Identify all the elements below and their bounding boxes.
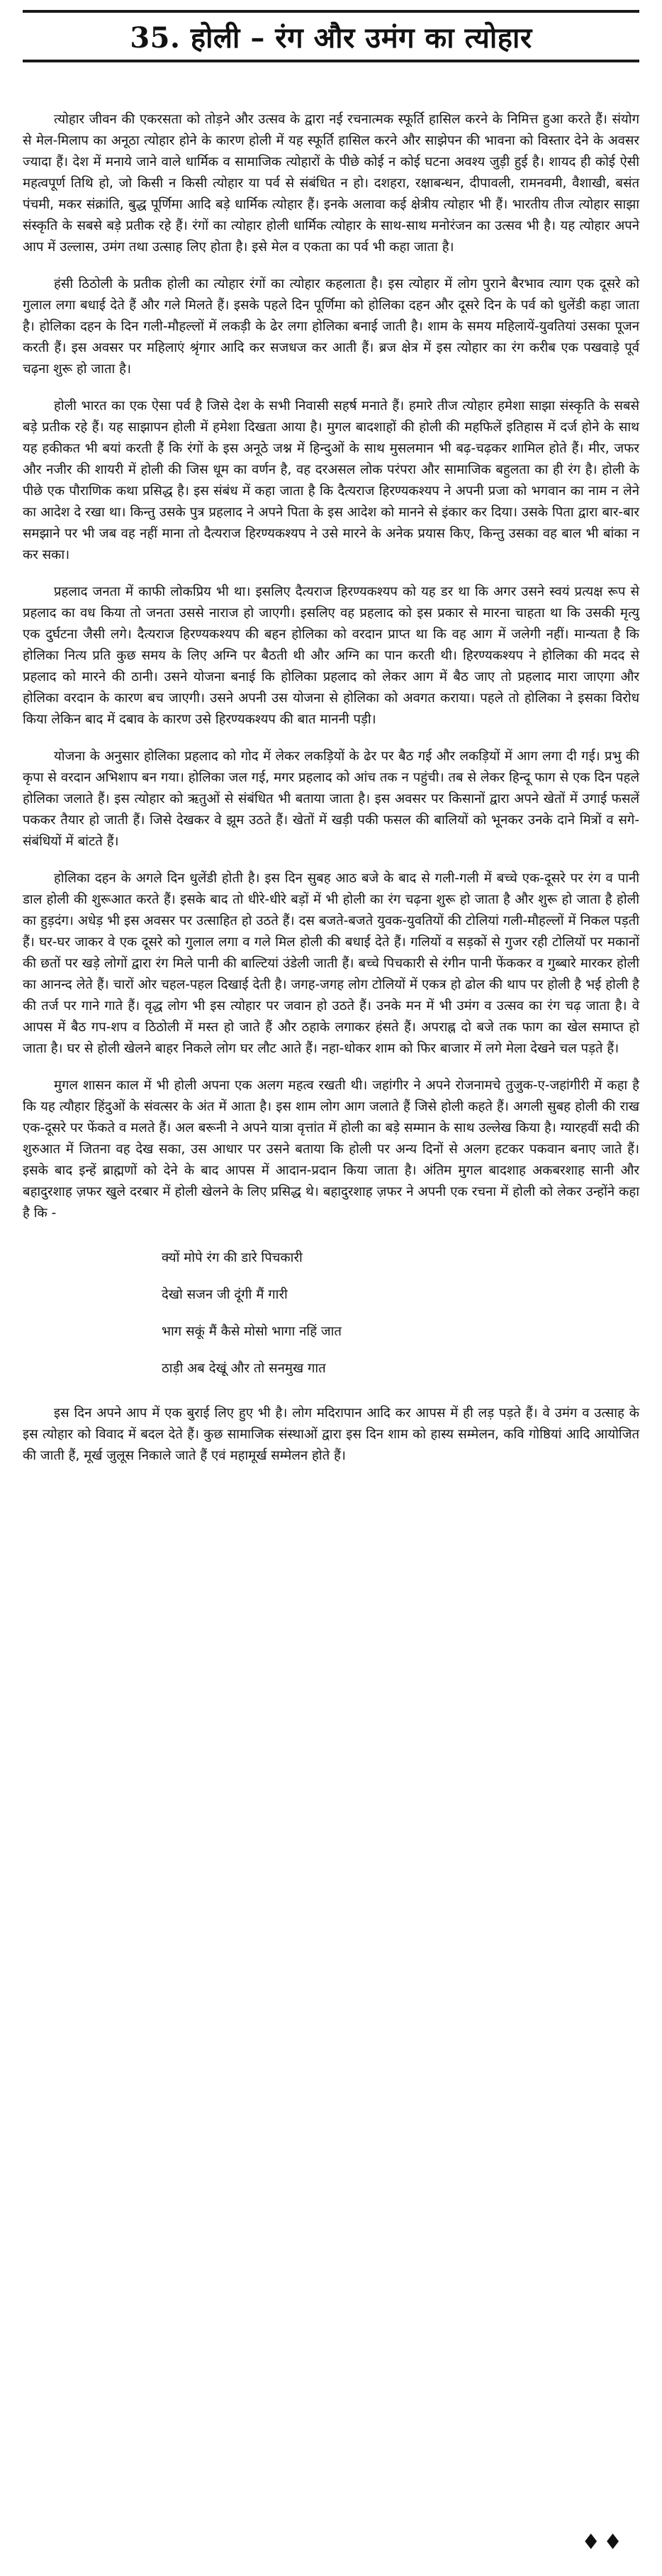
paragraph-conclusion: इस दिन अपने आप में एक बुराई लिए हुए भी है। लोग मदिरापान आदि कर आपस में ही लड़ पड़ते हैं। वे उमंग व उत्साह के इस त्योहार को विवाद में बदल देते हैं। कुछ सामाजिक संस्थाओं द्वारा इस दिन शाम को हास्य सम्मेलन, कवि गोष्ठियां आदि आयोजित की जाती हैं, मूर्ख जुलूस निकाले जाते हैं एवं महामूर्ख सम्मेलन होते हैं। <box>23 1406 639 1463</box>
page-title: 35. होली – रंग और उमंग का त्योहार <box>130 21 532 55</box>
poem-verse <box>162 1240 639 1387</box>
paragraph-mughal-era: मुगल शासन काल में भी होली अपना एक अलग महत्व रखती थी। जहांगीर ने अपने रोजनामचे तुजुक-ए-जहांगीरी में कहा है कि यह त्यौहार हिंदुओं के संवत्सर के अंत में आता है। इस शाम लोग आग जलाते हैं जिसे होली कहते हैं। अगली सुबह होली की राख एक-दूसरे पर फेंकते व मलते हैं। अल बरूनी ने अपने यात्रा वृत्तांत में होली का बड़े सम्मान के साथ उल्लेख किया है। ग्यारहवीं सदी की शुरुआत में जितना वह देख सका, उस आधार पर उसने बताया कि होली पर अन्य दिनों से अलग हटकर पकवान बनाए जाते हैं। इसके बाद इन्हें ब्राह्मणों को देने के बाद आपस में आदान-प्रदान किया जाता है। अंतिम मुगल बादशाह अकबरशाह सानी और बहादुरशाह ज़फर खुले दरबार में होली खेलने के लिए प्रसिद्ध थे। बहादुरशाह ज़फर ने अपनी एक रचना में होली को लेकर उन्होंने कहा है कि - <box>23 1078 639 1221</box>
end-of-essay-diamond-icon: ♦♦ <box>581 2530 625 2555</box>
poem-line: भाग सकूं मैं कैसे मोसो भागा नहिं जात <box>162 1324 342 1339</box>
paragraph-prahlad: प्रहलाद जनता में काफी लोकप्रिय भी था। इसलिए दैत्यराज हिरण्यकश्यप को यह डर था कि अगर उसने स्वयं प्रत्यक्ष रूप से प्रहलाद का वध किया तो जनता उससे नाराज हो जाएगी। इसलिए वह प्रहलाद को इस प्रकार से मारना चाहता था कि उसकी मृत्यु एक दुर्घटना जैसी लगे। दैत्यराज हिरण्यकश्यप की बहन होलिका को वरदान प्राप्त था कि वह आग में जलेगी नहीं। मान्यता है कि होलिका नित्य प्रति कुछ समय के लिए अग्नि पर बैठती थी और अग्नि का पान करती थी। हिरण्यकश्यप ने होलिका की मदद से प्रहलाद को मारने की ठानी। उसने योजना बनाई कि होलिका प्रहलाद को लेकर आग में बैठ जाए तो प्रहलाद मारा जाएगा और होलिका वरदान के कारण बच जाएगी। उसने अपनी उस योजना से होलिका को अवगत कराया। पहले तो होलिका ने इसका विरोध किया लेकिन बाद में दबाव के कारण उसे हिरण्यकश्यप की बात माननी पड़ी। <box>23 584 639 727</box>
paragraph-dhulendi: होलिका दहन के अगले दिन धुलेंडी होती है। इस दिन सुबह आठ बजे के बाद से गली-गली में बच्चे एक-दूसरे पर रंग व पानी डाल होली की शुरूआत करते हैं। इसके बाद तो धीरे-धीरे बड़ों में भी होली का रंग चढ़ना शुरू हो जाता है और शुरू हो जाता है होली का हुड़दंग। अधेड़ भी इस अवसर पर उत्साहित हो उठते हैं। दस बजते-बजते युवक-युवतियों की टोलियां गली-मौहल्लों में निकल पड़ती हैं। घर-घर जाकर वे एक दूसरे को गुलाल लगा व गले मिल होली की बधाई देते हैं। गलियों व सड़कों से गुजर रही टोलियों पर मकानों की छतों पर खड़े लोगों द्वारा रंग मिले पानी की बाल्टियां उंडेली जाती हैं। बच्चे पिचकारी से रंगीन पानी फेंककर व गुब्बारे मारकर होली का आनन्द लेते हैं। चारों ओर चहल-पहल दिखाई देती है। जगह-जगह लोग टोलियों में एकत्र हो ढोल की थाप पर होली है भई होली है की तर्ज पर गाने गाते हैं। वृद्ध लोग भी इस त्योहार पर जवान हो उठते हैं। उनके मन में भी उमंग व उत्सव का रंग चढ़ जाता है। वे आपस में बैठ गप-शप व ठिठोली में मस्त हो जाते हैं और ठहाके लगाकर हंसते हैं। अपराह्न दो बजे तक फाग का खेल समाप्त हो जाता है। घर से होली खेलने बाहर निकले लोग घर लौट आते हैं। नहा-धोकर शाम को फिर बाजार में लगे मेला देखने चल पड़ते हैं। <box>23 871 639 1056</box>
paragraph-shared-culture: होली भारत का एक ऐसा पर्व है जिसे देश के सभी निवासी सहर्ष मनाते हैं। हमारे तीज त्योहार हमेशा साझा संस्कृति के सबसे बड़े प्रतीक रहे हैं। यह साझापन होली में हमेशा दिखता आया है। मुगल बादशाहों की होली की महफिलें इतिहास में दर्ज होने के साथ यह हकीकत भी बयां करती हैं कि रंगों के इस अनूठे जश्न में हिन्दुओं के साथ मुसलमान भी बढ़-चढ़कर शामिल होते हैं। मीर, जफर और नजीर की शायरी में होली की जिस धूम का वर्णन है, वह दरअसल लोक परंपरा और सामाजिक बहुलता का ही रंग है। होली के पीछे एक पौराणिक कथा प्रसिद्ध है। इस संबंध में कहा जाता है कि दैत्यराज हिरण्यकश्यप ने अपनी प्रजा को भगवान का नाम न लेने का आदेश दे रखा था। किन्तु उसके पुत्र प्रहलाद ने अपने पिता के इस आदेश को मानने से इंकार कर दिया। उसके पिता द्वारा बार-बार समझाने पर भी जब वह नहीं माना तो दैत्यराज हिरण्यकश्यप ने उसे मारने के अनेक प्रयास किए, किन्तु उसका वह बाल भी बांका न कर सका। <box>23 399 639 562</box>
poem-line: देखो सजन जी दूंगी मैं गारी <box>162 1287 288 1302</box>
paragraph-intro: त्योहार जीवन की एकरसता को तोड़ने और उत्सव के द्वारा नई रचनात्मक स्फूर्ति हासिल करने के निमित्त हुआ करते हैं। संयोग से मेल-मिलाप का अनूठा त्योहार होने के कारण होली में यह स्फूर्ति हासिल करने और साझेपन की भावना को विस्तार देने के अवसर ज्यादा हैं। देश में मनाये जाने वाले धार्मिक व सामाजिक त्योहारों के पीछे कोई न कोई घटना अवश्य जुड़ी हुई है। शायद ही कोई ऐसी महत्वपूर्ण तिथि हो, जो किसी न किसी त्योहार या पर्व से संबंधित न हो। दशहरा, रक्षाबन्धन, दीपावली, रामनवमी, वैशाखी, बसंत पंचमी, मकर संक्रांति, बुद्ध पूर्णिमा आदि बड़े धार्मिक त्योहार हैं। इनके अलावा कई क्षेत्रीय त्योहार भी हैं। भारतीय तीज त्योहार साझा संस्कृति के सबसे बड़े प्रतीक रहे हैं। रंगों का त्योहार होली धार्मिक त्योहार के साथ-साथ मनोरंजन का उत्सव भी है। यह त्योहार अपने आप में उल्लास, उमंग तथा उत्साह लिए होता है। इसे मेल व एकता का पर्व भी कहा जाता है। <box>23 112 639 255</box>
paragraph-harvest: योजना के अनुसार होलिका प्रहलाद को गोद में लेकर लकड़ियों के ढेर पर बैठ गई और लकड़ियों में आग लगा दी गई। प्रभु की कृपा से वरदान अभिशाप बन गया। होलिका जल गई, मगर प्रहलाद को आंच तक न पहुंची। तब से लेकर हिन्दू फाग से एक दिन पहले होलिका जलाते हैं। इस त्योहार को ऋतुओं से संबंधित भी बताया जाता है। इस अवसर पर किसानों द्वारा अपने खेतों में उगाई फसलें पककर तैयार हो जाती हैं। जिसे देखकर वे झूम उठते हैं। खेतों में खड़ी पकी फसल की बालियों को भूनकर उनके दाने मित्रों व सगे-संबंधियों में बांटते हैं। <box>23 749 639 849</box>
title-bar <box>23 10 639 62</box>
paragraph-holika-dahan: हंसी ठिठोली के प्रतीक होली का त्योहार रंगों का त्योहार कहलाता है। इस त्योहार में लोग पुराने बैरभाव त्याग एक दूसरे को गुलाल लगा बधाई देते हैं और गले मिलते हैं। इसके पहले दिन पूर्णिमा को होलिका दहन और दूसरे दिन के पर्व को धुलेंडी कहा जाता है। होलिका दहन के दिन गली-मौहल्लों में लकड़ी के ढेर लगा होलिका बनाई जाती है। शाम के समय महिलायें-युवतियां उसका पूजन करती हैं। इस अवसर पर महिलाएं श्रृंगार आदि कर सजधज कर आती हैं। ब्रज क्षेत्र में इस त्योहार का रंग करीब एक पखवाड़े पूर्व चढ़ना शुरू हो जाता है। <box>23 277 639 377</box>
essay-body <box>23 109 639 1467</box>
poem-line: क्यों मोपे रंग की डारे पिचकारी <box>162 1250 303 1265</box>
poem-line: ठाड़ी अब देखूं और तो सनमुख गात <box>162 1361 326 1376</box>
